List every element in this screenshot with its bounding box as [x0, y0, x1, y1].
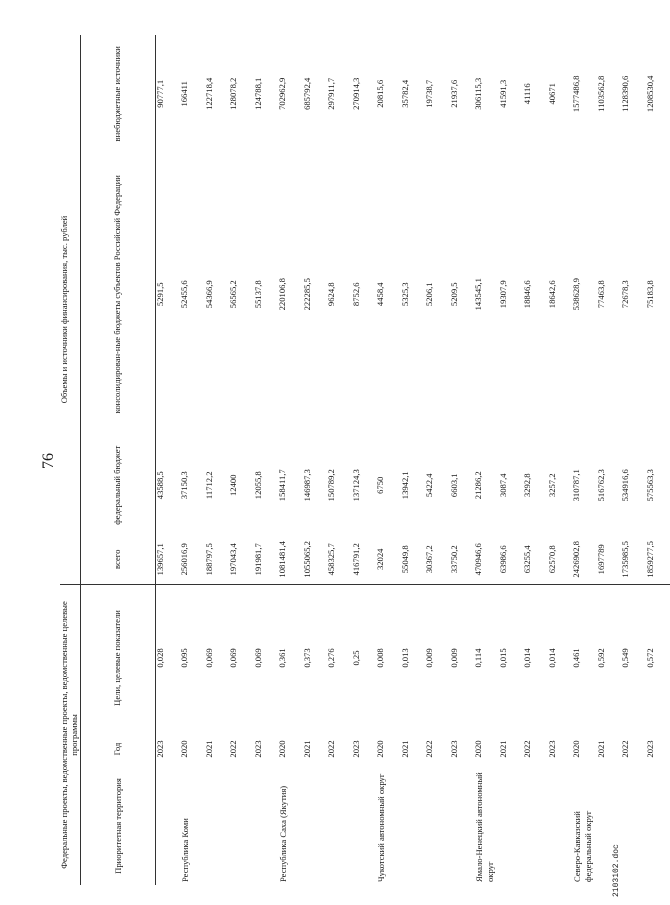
- indicator-cell: 0,549: [621, 585, 646, 732]
- table-row: [499, 35, 524, 885]
- regional-cell: 72678,3: [620, 280, 631, 309]
- territory-cell: [499, 767, 524, 885]
- year-cell: 2022: [522, 740, 533, 758]
- total-cell: 63986,6: [497, 545, 508, 574]
- regional-cell: 5291,5: [154, 282, 165, 307]
- year-cell: 2022: [228, 740, 239, 758]
- regional-cell: 56565,2: [228, 280, 239, 309]
- year-cell: 2021: [301, 740, 312, 758]
- table-row: [376, 35, 401, 885]
- federal-cell: 310787,1: [571, 469, 582, 502]
- year-cell: 2022: [326, 740, 337, 758]
- table-row: [352, 35, 377, 885]
- regional-cell: 5325,3: [399, 282, 410, 307]
- territory-cell: [155, 767, 180, 885]
- indicator-cell: 0,008: [376, 585, 401, 732]
- offbudget-cell: 41591,3: [497, 79, 508, 108]
- total-cell: 139657,1: [154, 543, 165, 576]
- indicator-cell: 0,013: [401, 585, 426, 732]
- offbudget-cell: 702962,9: [277, 77, 288, 110]
- federal-cell: 150789,2: [326, 469, 337, 502]
- territory-cell: [327, 767, 352, 885]
- year-cell: 2023: [350, 740, 361, 758]
- table-row: [572, 35, 597, 885]
- year-cell: 2020: [473, 740, 484, 758]
- table-row: [303, 35, 328, 885]
- federal-cell: 6603,1: [448, 473, 459, 498]
- indicator-cell: 0,095: [180, 585, 205, 732]
- federal-cell: 575563,3: [644, 469, 655, 502]
- total-cell: 1735985,5: [620, 541, 631, 578]
- indicator-cell: 0,014: [548, 585, 573, 732]
- territory-cell: [401, 767, 426, 885]
- federal-cell: 158411,7: [277, 469, 288, 502]
- federal-cell: 11712,2: [203, 471, 214, 500]
- table-row: [327, 35, 352, 885]
- territory-cell: [352, 767, 377, 885]
- year-cell: 2021: [203, 740, 214, 758]
- total-cell: 2426902,8: [571, 541, 582, 578]
- year-cell: 2022: [620, 740, 631, 758]
- indicator-cell: 0,25: [352, 585, 377, 732]
- indicator-cell: 0,572: [646, 585, 670, 732]
- regional-cell: 54366,9: [203, 280, 214, 309]
- regional-cell: 538628,9: [571, 278, 582, 311]
- federal-cell: 516762,3: [595, 469, 606, 502]
- federal-cell: 137124,3: [350, 469, 361, 502]
- federal-cell: 3087,4: [497, 473, 508, 498]
- total-cell: 197043,4: [228, 543, 239, 576]
- indicator-cell: 0,069: [254, 585, 279, 732]
- total-cell: 33750,2: [448, 545, 459, 574]
- year-cell: 2020: [179, 740, 190, 758]
- territory-cell: [425, 767, 450, 885]
- offbudget-cell: 1128390,6: [620, 75, 631, 112]
- year-cell: 2020: [375, 740, 386, 758]
- regional-cell: 222285,5: [301, 278, 312, 311]
- offbudget-cell: 166411: [179, 81, 190, 107]
- total-cell: 62570,8: [546, 545, 557, 574]
- total-cell: 416791,2: [350, 543, 361, 576]
- federal-cell: 3257,2: [546, 473, 557, 498]
- regional-cell: 9624,8: [326, 282, 337, 307]
- indicator-cell: 0,361: [278, 585, 303, 732]
- federal-cell: 12055,8: [252, 471, 263, 500]
- col-federal: федеральный бюджет: [80, 436, 155, 535]
- indicator-cell: 0,069: [229, 585, 254, 732]
- total-cell: 188797,5: [203, 543, 214, 576]
- col-regional: консолидирован-ные бюджеты субъектов Российской Федерации: [80, 153, 155, 436]
- financing-table: [60, 35, 670, 885]
- federal-cell: 43588,5: [154, 471, 165, 500]
- offbudget-cell: 124788,1: [252, 77, 263, 110]
- federal-cell: 12400: [228, 474, 239, 496]
- offbudget-cell: 128078,2: [228, 77, 239, 110]
- regional-cell: 5206,1: [424, 282, 435, 307]
- table-row: [205, 35, 230, 885]
- col-total: всего: [80, 535, 155, 585]
- federal-cell: 13942,1: [399, 471, 410, 500]
- territory-cell: [621, 767, 646, 885]
- offbudget-cell: 122718,4: [203, 77, 214, 110]
- offbudget-cell: 35782,4: [399, 79, 410, 108]
- offbudget-cell: 297911,7: [326, 77, 337, 110]
- indicator-cell: 0,592: [597, 585, 622, 732]
- territory-cell: Ямало-Ненецкий автономный округ: [474, 772, 495, 882]
- year-cell: 2023: [252, 740, 263, 758]
- total-cell: 1055065,2: [301, 541, 312, 578]
- offbudget-cell: 270914,3: [350, 77, 361, 110]
- table-row: [425, 35, 450, 885]
- territory-cell: Северо-Кавказский федеральный округ: [572, 810, 593, 882]
- territory-cell: Республика Саха (Якутия): [278, 785, 289, 882]
- offbudget-cell: 90777,1: [154, 79, 165, 108]
- indicator-cell: 0,015: [499, 585, 524, 732]
- year-cell: 2021: [595, 740, 606, 758]
- regional-cell: 18642,6: [546, 280, 557, 309]
- offbudget-cell: 306115,3: [473, 77, 484, 110]
- territory-cell: [646, 767, 670, 885]
- indicator-cell: 0,276: [327, 585, 352, 732]
- federal-cell: 534916,6: [620, 469, 631, 502]
- offbudget-cell: 19738,7: [424, 79, 435, 108]
- table-row: [180, 35, 205, 885]
- table-row: [401, 35, 426, 885]
- regional-cell: 8752,6: [350, 282, 361, 307]
- indicator-cell: 0,114: [474, 585, 499, 732]
- table-row: [155, 35, 180, 885]
- federal-cell: 5422,4: [424, 473, 435, 498]
- col-territory: Приоритетная территория: [80, 767, 155, 885]
- regional-cell: 77463,8: [595, 280, 606, 309]
- year-cell: 2023: [448, 740, 459, 758]
- total-cell: 32024: [375, 548, 386, 571]
- offbudget-cell: 21937,6: [448, 79, 459, 108]
- table-row: [621, 35, 646, 885]
- federal-cell: 6750: [375, 476, 386, 494]
- table-row: [450, 35, 475, 885]
- regional-cell: 220106,8: [277, 278, 288, 311]
- col-year: Год: [80, 731, 155, 767]
- total-cell: 458325,7: [326, 543, 337, 576]
- total-cell: 1859277,5: [644, 541, 655, 578]
- total-cell: 256016,9: [179, 543, 190, 576]
- table-row: [646, 35, 670, 885]
- territory-cell: [205, 767, 230, 885]
- offbudget-cell: 40671: [546, 83, 557, 105]
- col-offbudget: внебюджетные источники: [80, 35, 155, 153]
- indicator-cell: 0,461: [572, 585, 597, 732]
- indicator-cell: 0,009: [450, 585, 475, 732]
- year-cell: 2021: [399, 740, 410, 758]
- territory-cell: Республика Коми: [180, 818, 191, 882]
- federal-cell: 37150,3: [179, 471, 190, 500]
- indicator-cell: 0,069: [205, 585, 230, 732]
- table-row: [278, 35, 303, 885]
- total-cell: 470946,6: [473, 543, 484, 576]
- regional-cell: 5209,5: [448, 282, 459, 307]
- group-header-financing: Объемы и источники финансирования, тыс. рублей: [60, 35, 80, 585]
- regional-cell: 75183,8: [644, 280, 655, 309]
- offbudget-cell: 20815,6: [375, 79, 386, 108]
- total-cell: 191981,7: [252, 543, 263, 576]
- regional-cell: 18846,6: [522, 280, 533, 309]
- regional-cell: 143545,1: [473, 278, 484, 311]
- offbudget-cell: 685792,4: [301, 77, 312, 110]
- regional-cell: 52455,6: [179, 280, 190, 309]
- table-row: [254, 35, 279, 885]
- total-cell: 63255,4: [522, 545, 533, 574]
- federal-cell: 21286,2: [473, 471, 484, 500]
- total-cell: 1081481,4: [277, 541, 288, 578]
- table-body: [155, 35, 670, 885]
- year-cell: 2022: [424, 740, 435, 758]
- total-cell: 1697789: [595, 544, 606, 575]
- territory-cell: [254, 767, 279, 885]
- table-row: [474, 35, 499, 885]
- year-cell: 2020: [571, 740, 582, 758]
- territory-cell: [303, 767, 328, 885]
- table-row: [523, 35, 548, 885]
- offbudget-cell: 1208530,4: [644, 75, 655, 113]
- group-header-programs: Федеральные проекты, ведомственные проекты, ведомственные целевые программы: [60, 585, 80, 886]
- federal-cell: 3292,8: [522, 473, 533, 498]
- indicator-cell: 0,028: [155, 585, 180, 732]
- year-cell: 2023: [154, 740, 165, 758]
- territory-cell: [523, 767, 548, 885]
- territory-cell: [229, 767, 254, 885]
- regional-cell: 19307,9: [497, 280, 508, 309]
- offbudget-cell: 41116: [522, 83, 533, 105]
- regional-cell: 55137,8: [252, 280, 263, 309]
- regional-cell: 4458,4: [375, 282, 386, 307]
- indicator-cell: 0,009: [425, 585, 450, 732]
- federal-cell: 146987,3: [301, 469, 312, 502]
- offbudget-cell: 1577486,8: [571, 75, 582, 113]
- total-cell: 55049,8: [399, 545, 410, 574]
- year-cell: 2023: [644, 740, 655, 758]
- indicator-cell: 0,373: [303, 585, 328, 732]
- table-row: [229, 35, 254, 885]
- territory-cell: [450, 767, 475, 885]
- offbudget-cell: 1103562,8: [595, 75, 606, 112]
- document-id: 2103102.doc: [612, 844, 621, 897]
- year-cell: 2023: [546, 740, 557, 758]
- territory-cell: [548, 767, 573, 885]
- year-cell: 2020: [277, 740, 288, 758]
- col-indicator: Цели, целевые показатели: [80, 585, 155, 732]
- table-row: [548, 35, 573, 885]
- territory-cell: Чукотский автономный округ: [376, 773, 387, 882]
- total-cell: 30367,2: [424, 545, 435, 574]
- table-row: [597, 35, 622, 885]
- year-cell: 2021: [497, 740, 508, 758]
- page-number: 76: [40, 453, 57, 469]
- indicator-cell: 0,014: [523, 585, 548, 732]
